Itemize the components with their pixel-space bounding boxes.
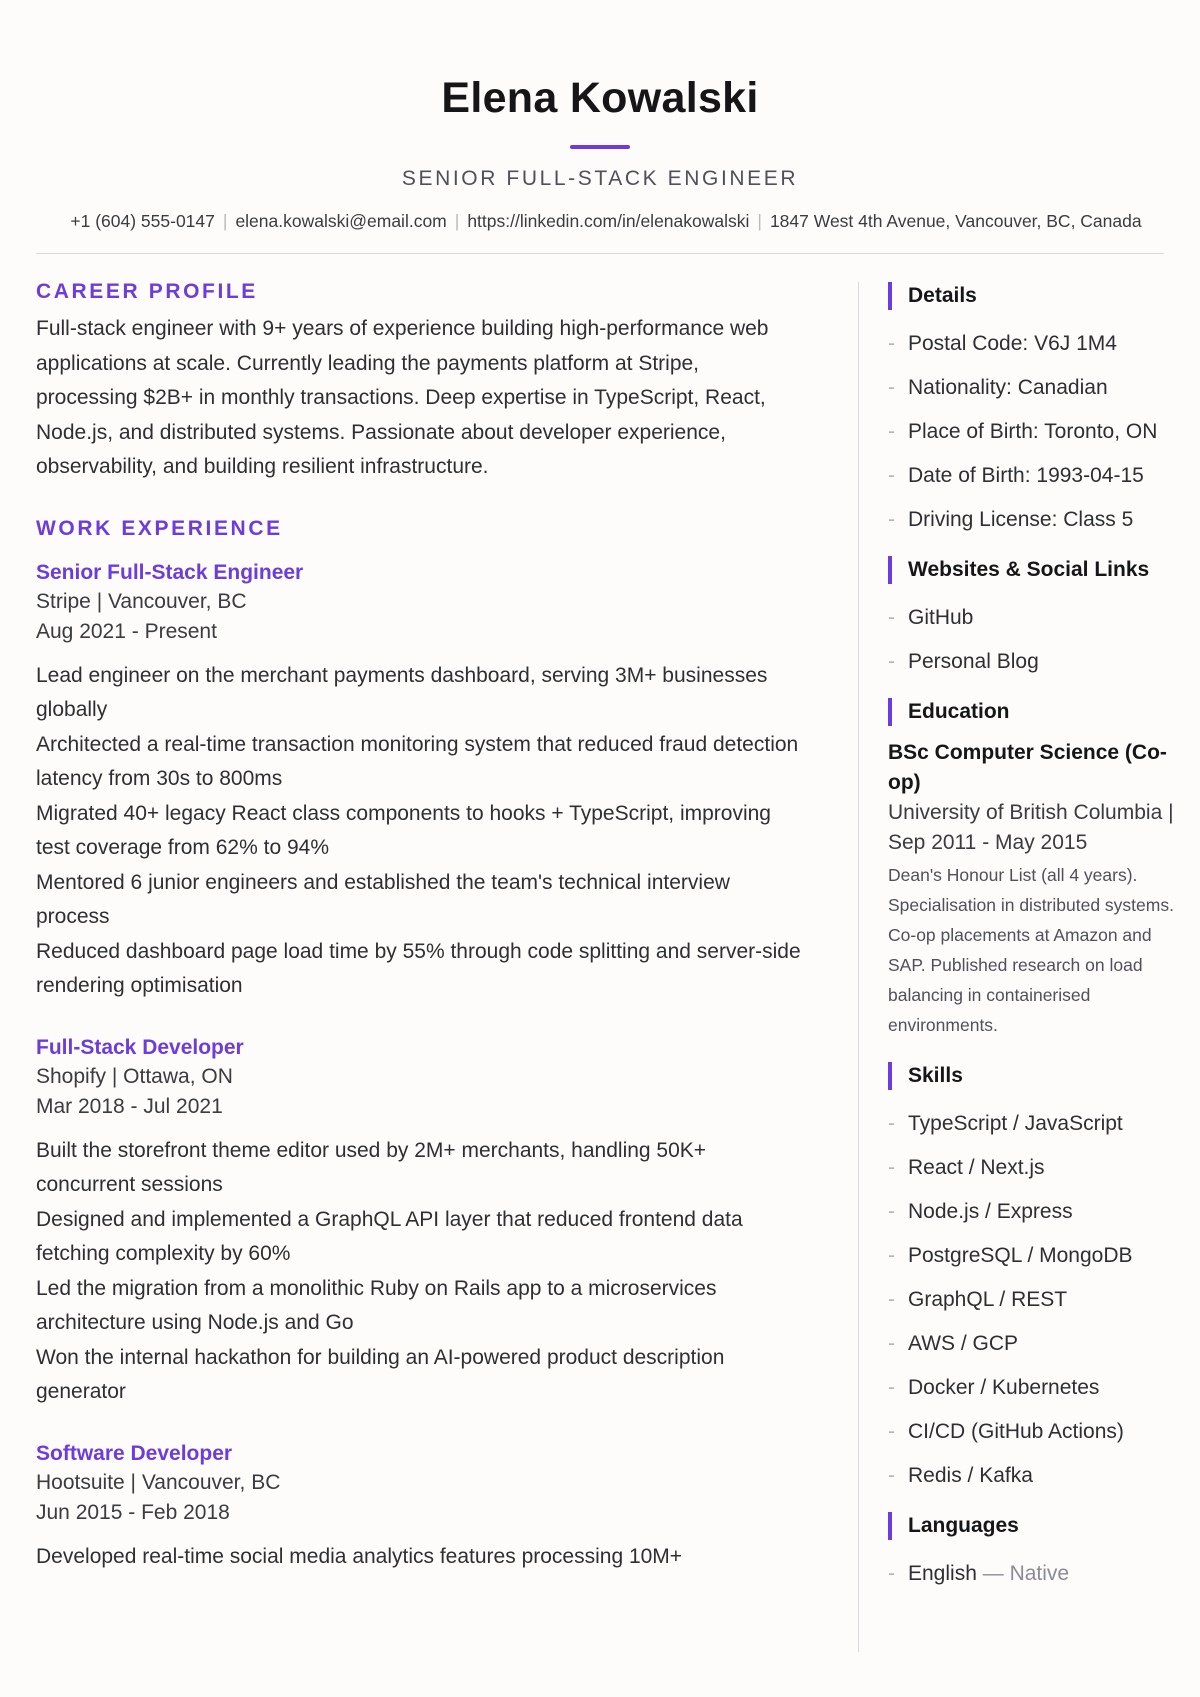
job-dates: Mar 2018 - Jul 2021 (36, 1094, 223, 1118)
dash-marker: - (888, 1112, 895, 1135)
job-bullets (36, 659, 806, 1004)
job-title: Senior Full-Stack Engineer (36, 560, 304, 584)
skill-item (888, 1190, 1188, 1234)
job-bullets (36, 1134, 806, 1410)
column-divider (858, 282, 859, 1652)
dash-marker: - (888, 464, 895, 487)
skills-heading: Skills (888, 1062, 1188, 1090)
job-bullet: Lead engineer on the merchant payments dashboard, serving 3M+ businesses globally (36, 663, 768, 721)
education-heading: Education (888, 698, 1188, 726)
dash-marker: - (888, 1244, 895, 1267)
dash-marker: - (888, 1464, 895, 1487)
details-text: Driving License: Class 5 (908, 508, 1134, 531)
link-item[interactable] (888, 640, 1188, 684)
job-bullet: Developed real-time social media analytics features processing 10M+ (36, 1544, 683, 1568)
contact-phone: +1 (604) 555-0147 (70, 211, 215, 231)
skill-text: Redis / Kafka (908, 1464, 1033, 1487)
job-bullets (36, 1540, 806, 1575)
language-level: Native (1009, 1562, 1070, 1585)
language-item (888, 1552, 1188, 1596)
link-blog[interactable]: Personal Blog (908, 650, 1039, 673)
contact-address: 1847 West 4th Avenue, Vancouver, BC, Canada (769, 211, 1142, 231)
links-list (888, 596, 1188, 684)
details-list (888, 322, 1188, 542)
job-bullet: Designed and implemented a GraphQL API layer that reduced frontend data fetching complexity by 60% (36, 1207, 743, 1265)
job-entry (36, 561, 806, 1004)
main-column (36, 254, 806, 1574)
contact-email[interactable]: elena.kowalski@email.com (235, 211, 447, 231)
details-item (888, 498, 1188, 542)
education-school: University of British Columbia | Sep 2011 - May 2015 (888, 801, 1174, 854)
career-profile-heading: CAREER PROFILE (36, 280, 258, 303)
link-github[interactable]: GitHub (908, 606, 974, 629)
skill-item (888, 1102, 1188, 1146)
job-bullet: Won the internal hackathon for building an AI-powered product description generator (36, 1345, 725, 1403)
skill-text: CI/CD (GitHub Actions) (908, 1420, 1124, 1443)
dash-marker: - (888, 376, 895, 399)
dash-marker: - (888, 420, 895, 443)
dash-marker: - (888, 1288, 895, 1311)
skill-item (888, 1410, 1188, 1454)
job-title: Full-Stack Developer (36, 1035, 244, 1059)
job-bullet: Built the storefront theme editor used by 2M+ merchants, handling 50K+ concurrent sessions (36, 1138, 707, 1196)
details-text: Date of Birth: 1993-04-15 (908, 464, 1144, 487)
candidate-name: Elena Kowalski (441, 74, 759, 122)
language-name: English (908, 1562, 977, 1585)
dash-marker: - (888, 508, 895, 531)
dash-marker: - (888, 1420, 895, 1443)
languages-list (888, 1552, 1188, 1596)
link-item[interactable] (888, 596, 1188, 640)
contact-separator: | (454, 211, 460, 231)
job-dates: Jun 2015 - Feb 2018 (36, 1500, 230, 1524)
job-bullet: Mentored 6 junior engineers and established the team's technical interview process (36, 870, 730, 928)
details-heading: Details (888, 282, 1188, 310)
contact-line (36, 209, 1176, 233)
skill-item (888, 1322, 1188, 1366)
job-dates: Aug 2021 - Present (36, 619, 217, 643)
skill-text: Docker / Kubernetes (908, 1376, 1100, 1399)
job-company: Stripe | Vancouver, BC (36, 589, 247, 613)
work-experience-heading: WORK EXPERIENCE (36, 516, 283, 540)
dash-marker: - (888, 1200, 895, 1223)
details-text: Place of Birth: Toronto, ON (908, 420, 1158, 443)
contact-separator: | (222, 211, 228, 231)
contact-separator: | (757, 211, 762, 231)
dash-marker: - (888, 332, 895, 355)
details-item (888, 410, 1188, 454)
dash-marker: - (888, 606, 895, 629)
job-bullet: Reduced dashboard page load time by 55% through code splitting and server-side rendering optimisation (36, 939, 801, 997)
skills-list (888, 1102, 1188, 1498)
accent-divider (570, 145, 630, 149)
skill-item (888, 1278, 1188, 1322)
skill-item (888, 1146, 1188, 1190)
details-item (888, 454, 1188, 498)
dash-marker: - (888, 650, 895, 673)
skill-item (888, 1454, 1188, 1498)
job-title: Software Developer (36, 1441, 233, 1465)
job-bullet: Architected a real-time transaction monitoring system that reduced fraud detection latency from 30s to 800ms (36, 732, 799, 790)
skill-text: TypeScript / JavaScript (908, 1112, 1123, 1135)
dash-marker: - (888, 1156, 895, 1179)
details-item (888, 366, 1188, 410)
career-profile-text: Full-stack engineer with 9+ years of experience building high-performance web applications at scale. Currently leading the payments platform at Stripe, processing $2B+ in monthly transactions. Deep expertise in TypeScript, React, Node.js, and distributed systems. Passionate about developer experience, observability, and building resilient infrastructure. (36, 317, 769, 478)
skill-text: PostgreSQL / MongoDB (908, 1244, 1133, 1267)
skill-text: AWS / GCP (908, 1332, 1019, 1355)
links-heading: Websites & Social Links (888, 556, 1188, 584)
job-entry (36, 1442, 806, 1575)
job-bullet: Migrated 40+ legacy React class components to hooks + TypeScript, improving test coverage from 62% to 94% (36, 801, 771, 859)
dash-marker: - (888, 1332, 895, 1355)
languages-heading: Languages (888, 1512, 1188, 1540)
skill-text: GraphQL / REST (908, 1288, 1068, 1311)
education-description: Dean's Honour List (all 4 years). Specialisation in distributed systems. Co-op placements at Amazon and SAP. Published research on load balancing in containerised environments. (888, 865, 1174, 1035)
details-text: Nationality: Canadian (908, 376, 1108, 399)
details-item (888, 322, 1188, 366)
skill-item (888, 1366, 1188, 1410)
language-separator: — (976, 1562, 1010, 1585)
dash-marker: - (888, 1562, 895, 1585)
job-entry (36, 1036, 806, 1410)
sidebar (888, 254, 1188, 1596)
resume-header (36, 0, 1164, 254)
skill-item (888, 1234, 1188, 1278)
dash-marker: - (888, 1376, 895, 1399)
details-text: Postal Code: V6J 1M4 (908, 332, 1117, 355)
education-degree: BSc Computer Science (Co-op) (888, 741, 1167, 794)
candidate-title: SENIOR FULL-STACK ENGINEER (401, 167, 799, 190)
job-company: Hootsuite | Vancouver, BC (36, 1470, 281, 1494)
job-company: Shopify | Ottawa, ON (36, 1064, 233, 1088)
skill-text: React / Next.js (908, 1156, 1045, 1179)
job-bullet: Led the migration from a monolithic Ruby on Rails app to a microservices architecture using Node.js and Go (36, 1276, 717, 1334)
contact-linkedin[interactable]: https://linkedin.com/in/elenakowalski (467, 211, 750, 231)
skill-text: Node.js / Express (908, 1200, 1073, 1223)
